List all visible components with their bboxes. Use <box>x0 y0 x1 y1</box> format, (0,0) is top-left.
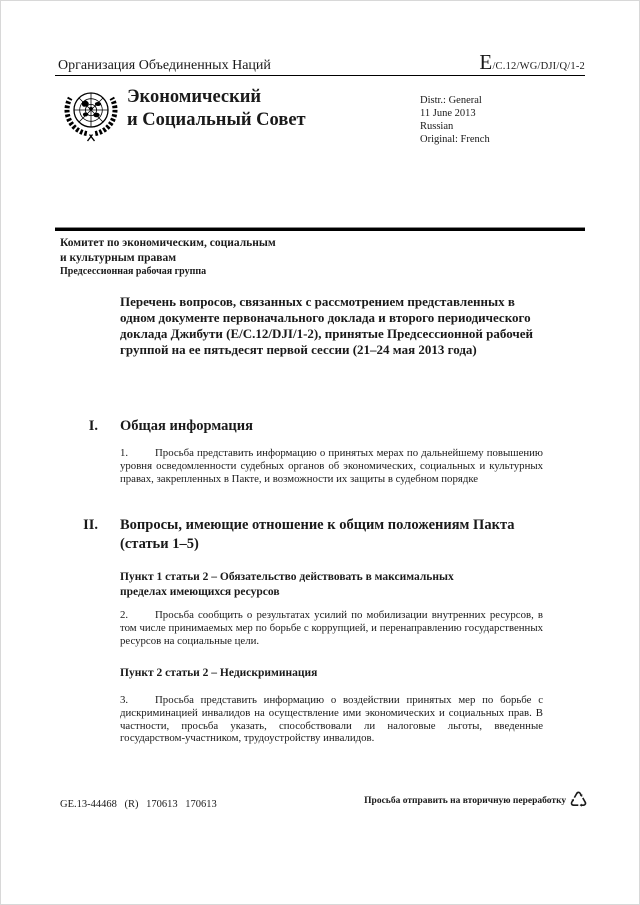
section-number: II. <box>83 517 98 533</box>
doc-symbol-rest: /C.12/WG/DJI/Q/1-2 <box>492 61 585 72</box>
paragraph-number: 2. <box>120 609 129 621</box>
committee-line2: и культурным правам <box>60 251 177 264</box>
committee-line1: Комитет по экономическим, социальным <box>60 237 276 249</box>
subsection-heading-art2p2: Пункт 2 статьи 2 – Недискриминация <box>120 667 318 679</box>
section-heading-text: Общая информация <box>120 418 253 434</box>
doc-symbol-letter: E <box>479 50 493 74</box>
section-heading-text: Вопросы, имеющие отношение к общим положениям Пакта (статьи 1–5) <box>120 517 515 552</box>
paragraph-number: 1. <box>120 447 129 459</box>
working-group-subtitle: Предсессионная рабочая группа <box>60 266 207 277</box>
un-org-name: Организация Объединенных Наций <box>58 58 271 73</box>
council-title-line2: и Социальный Совет <box>127 110 306 130</box>
distr-block <box>420 94 490 146</box>
section-heading-ii <box>68 516 550 553</box>
committee-heading <box>60 236 276 278</box>
recycle-note-text: Просьба отправить на вторичную переработку <box>364 795 567 806</box>
paragraph-3 <box>120 694 543 745</box>
doc-symbol <box>479 50 585 75</box>
distr-line: Distr.: General <box>420 95 482 106</box>
footer-doc-id: GE.13-44468 (R) 170613 170613 <box>60 799 217 810</box>
un-emblem-icon <box>59 84 123 152</box>
section-number: I. <box>88 418 98 434</box>
section-separator-rule <box>55 227 585 231</box>
paragraph-text: Просьба представить информацию о воздействии принятых мер по борьбе с дискриминацией инвалидов на осуществление ими экономических и социальных прав. В частности, просьба указать, способствовали ли налоговые льготы, введенные государством-участником, трудоустройству инвалидов. <box>120 694 543 745</box>
date-line: 11 June 2013 <box>420 108 476 119</box>
paragraph-text: Просьба сообщить о результатах усилий по мобилизации внутренних ресурсов, в том числе принимаемых мер по борьбе с коррупцией, и перенаправлению государственных ресурсов на социальные цели. <box>120 609 543 647</box>
subsection-heading-art2p1: Пункт 1 статьи 2 – Обязательство действовать в максимальных пределах имеющихся ресурсов <box>120 571 454 598</box>
paragraph-number: 3. <box>120 694 129 706</box>
header-rule <box>55 75 585 76</box>
section-heading-i <box>68 417 550 436</box>
header-row <box>58 50 585 75</box>
recycle-icon: ♺ <box>569 788 588 812</box>
paragraph-1 <box>120 447 543 485</box>
paragraph-2 <box>120 609 543 647</box>
paragraph-text: Просьба представить информацию о принятых мерах по дальнейшему повышению уровня осведомленности судебных органов об экономических, социальных и культурных правах, закрепленных в Пакте, и возможности их защиты в судебном порядке <box>120 447 543 485</box>
language-line: Russian <box>420 121 454 132</box>
emblem-continents <box>82 101 101 118</box>
council-title <box>127 86 306 132</box>
recycle-note <box>364 790 588 811</box>
council-title-line1: Экономический <box>127 87 262 107</box>
original-language-line: Original: French <box>420 134 490 145</box>
document-title: Перечень вопросов, связанных с рассмотрением представленных в одном документе первоначального доклада и второго периодического доклада Джибути (E/C.12/DJI/1-2), принятые Предсессионной рабочей группой на ее пятьдесят первой сессии (21–24 мая 2013 года) <box>120 294 533 357</box>
